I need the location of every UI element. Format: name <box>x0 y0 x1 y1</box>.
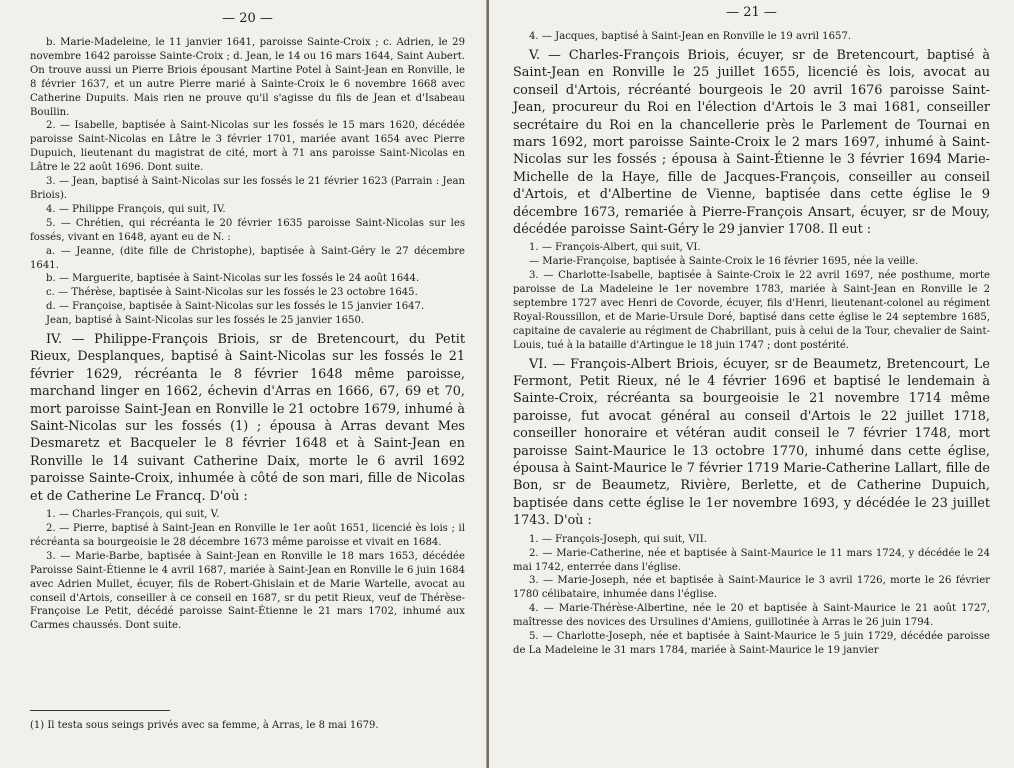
paragraph: 4. — Jacques, baptisé à Saint-Jean en Ronville le 19 avril 1657. <box>529 31 852 42</box>
right-small-block-2 <box>513 241 990 352</box>
paragraph: 2. — Isabelle, baptisée à Saint-Nicolas sur les fossés le 15 mars 1620, décédée paroisse Saint-Nicolas en Lâtre le 3 février 1701, mariée avant 1654 avec Pierre Dupuich, lieutenant du magistrat de cité, mort à 71 ans paroisse Saint-Nicolas en Lâtre le 22 août 1696. Dont suite. <box>30 120 465 174</box>
paragraph: 1. — François-Albert, qui suit, VI. <box>529 242 701 254</box>
paragraph: 3. — Marie-Barbe, baptisée à Saint-Jean en Ronville le 18 mars 1653, décédée Paroisse Saint-Étienne le 4 avril 1687, mariée à Saint-Jean en Ronville le 6 juin 1684 avec Adrien Mullet, écuyer, fils de Robert-Ghislain et de Marie Wartelle, avocat au conseil d'Artois, conseiller à ce conseil en 1687, sr du petit Rieux, veuf de Thérèse-Françoise Le Petit, décédé paroisse Saint-Étienne le 21 mars 1702, inhumé aux Carmes chaussés. Dont suite. <box>30 550 465 632</box>
paragraph: 1. — François-Joseph, qui suit, VII. <box>529 533 707 545</box>
left-small-block-2 <box>30 508 465 633</box>
paragraph: Jean, baptisé à Saint-Nicolas sur les fossés le 25 janvier 1650. <box>46 315 365 327</box>
paragraph: 3. — Jean, baptisé à Saint-Nicolas sur les fossés le 21 février 1623 (Parrain : Jean Briois). <box>30 176 465 201</box>
paragraph: VI. — François-Albert Briois, écuyer, sr de Beaumetz, Bretencourt, Le Fermont, Petit Rieux, né le 4 février 1696 et baptisé le lendemain à Sainte-Croix, récréanta sa bourgeoisie le 21 novembre 1714 même paroisse, fut avocat général au conseil d'Artois le 22 juillet 1718, conseiller honoraire et vétéran audit conseil le 7 février 1748, mort paroisse Saint-Maurice le 13 octobre 1770, inhumé dans cette église, épousa à Saint-Maurice le 7 février 1719 Marie-Catherine Lallart, fille de Bon, sr de Beaumetz, Rivière, Berlette, et de Catherine Dupuich, baptisée dans cette église le 1er novembre 1693, y décédée le 23 juillet 1743. D'où : <box>513 356 990 529</box>
footnote-rule <box>30 710 170 711</box>
right-small-block-3 <box>513 533 990 658</box>
right-big-block-2 <box>513 356 990 530</box>
left-big-block-1 <box>30 331 465 505</box>
footnote-text: (1) Il testa sous seings privés avec sa femme, à Arras, le 8 mai 1679. <box>30 720 379 731</box>
paragraph: a. — Jeanne, (dite fille de Christophe), baptisée à Saint-Géry le 27 décembre 1641. <box>30 245 465 271</box>
right-small-block-1 <box>513 30 990 44</box>
paragraph: IV. — Philippe-François Briois, sr de Bretencourt, du Petit Rieux, Desplanques, baptisé à Saint-Nicolas sur les fossés le 21 février 1629, récréanta le 8 février 1648 même paroisse, marchand linger en 1662, échevin d'Arras en 1666, 67, 69 et 70, mort paroisse Saint-Jean en Ronville le 21 octobre 1679, inhumé à Saint-Nicolas sur les fossés (1) ; épousa à Arras devant Mes Desmaretz et Bacqueler le 8 février 1648 et à Saint-Jean en Ronville le 14 suivant Catherine Daix, morte le 6 avril 1692 paroisse Sainte-Croix, inhumée à côté de son mari, fille de Nicolas et de Catherine Le Francq. D'où : <box>30 332 465 504</box>
paragraph: 2. — Marie-Catherine, née et baptisée à Saint-Maurice le 11 mars 1724, y décédée le 24 mai 1742, enterrée dans l'église. <box>513 547 990 573</box>
paragraph: 5. — Chrétien, qui récréanta le 20 février 1635 paroisse Saint-Nicolas sur les fossés, vivant en 1648, ayant eu de N. : <box>30 217 465 243</box>
right-big-block-1 <box>513 47 990 238</box>
paragraph: 3. — Charlotte-Isabelle, baptisée à Sainte-Croix le 22 avril 1697, née posthume, morte paroisse de La Madeleine le 1er novembre 1783, mariée à Saint-Jean en Ronville le 2 septembre 1727 avec Henri de Covorde, écuyer, fils d'Henri, lieutenant-colonel au régiment Royal-Roussillon, et de Marie-Ursule Doré, baptisé dans cette église le 24 septembre 1685, capitaine de cavalerie au régiment de Chabrillant, puis à celui de la Tour, chevalier de Saint-Louis, tué à la bataille d'Artingue le 18 juin 1747 ; dont postérité. <box>513 270 990 351</box>
paragraph: c. — Thérèse, baptisée à Saint-Nicolas sur les fossés le 23 octobre 1645. <box>46 287 418 299</box>
page-number-right: — 21 — <box>726 5 777 20</box>
paragraph: 2. — Pierre, baptisé à Saint-Jean en Ronville le 1er août 1651, licencié ès lois ; il récréanta sa bourgeoisie le 28 décembre 1673 même paroisse et vivait en 1684. <box>30 523 465 548</box>
paragraph: b. — Marguerite, baptisée à Saint-Nicolas sur les fossés le 24 août 1644. <box>46 273 420 285</box>
footnote <box>30 710 460 732</box>
paragraph: — Marie-Françoise, baptisée à Sainte-Croix le 16 février 1695, née la veille. <box>529 256 919 268</box>
page-number-left: — 20 — <box>222 11 273 26</box>
left-page <box>0 0 487 768</box>
paragraph: 4. — Philippe François, qui suit, IV. <box>46 203 226 215</box>
left-small-block-1 <box>30 36 465 328</box>
right-page <box>489 0 1014 768</box>
paragraph: 3. — Marie-Joseph, née et baptisée à Saint-Maurice le 3 avril 1726, morte le 26 février 1780 célibataire, inhumée dans l'église. <box>513 575 990 601</box>
paragraph: 5. — Charlotte-Joseph, née et baptisée à Saint-Maurice le 5 juin 1729, décédée paroisse de La Madeleine le 31 mars 1784, mariée à Saint-Maurice le 19 janvier <box>513 631 990 656</box>
paragraph: 1. — Charles-François, qui suit, V. <box>46 509 220 521</box>
paragraph: b. Marie-Madeleine, le 11 janvier 1641, paroisse Sainte-Croix ; c. Adrien, le 29 novembre 1642 paroisse Sainte-Croix ; d. Jean, le 14 ou 16 mars 1644, Saint Aubert. On trouve aussi un Pierre Briois épousant Martine Potel à Saint-Jean en Ronville, le 8 février 1637, et un autre Pierre marié à Sainte-Croix le 6 novembre 1668 avec Catherine Dupuits. Mais rien ne prouve qu'il s'agisse du fils de Jean et d'Isabeau Boullin. <box>30 37 465 118</box>
paragraph: 4. — Marie-Thérèse-Albertine, née le 20 et baptisée à Saint-Maurice le 21 août 1727, maîtresse des novices des Ursulines d'Amiens, guillotinée à Arras le 26 juin 1794. <box>513 603 990 629</box>
paragraph: V. — Charles-François Briois, écuyer, sr de Bretencourt, baptisé à Saint-Jean en Ronville le 25 juillet 1655, licencié ès lois, avocat au conseil d'Artois, récréanté bourgeois le 20 avril 1676 paroisse Saint-Jean, procureur du Roi en l'élection d'Artois le 3 mai 1681, conseiller secrétaire du Roi en la chancellerie près le Parlement de Tournai en mars 1692, mort paroisse Sainte-Croix le 2 mars 1697, inhumé à Saint-Nicolas sur les fossés ; épousa à Saint-Étienne le 3 février 1694 Marie-Michelle de la Haye, fille de Jacques-François, conseiller au conseil d'Artois, et d'Albertine de Vienne, baptisée dans cette église le 9 décembre 1673, remariée à Pierre-François Ansart, écuyer, sr de Mouy, décédée paroisse Saint-Géry le 29 janvier 1708. Il eut : <box>513 47 990 237</box>
paragraph: d. — Françoise, baptisée à Saint-Nicolas sur les fossés le 15 janvier 1647. <box>46 301 425 313</box>
